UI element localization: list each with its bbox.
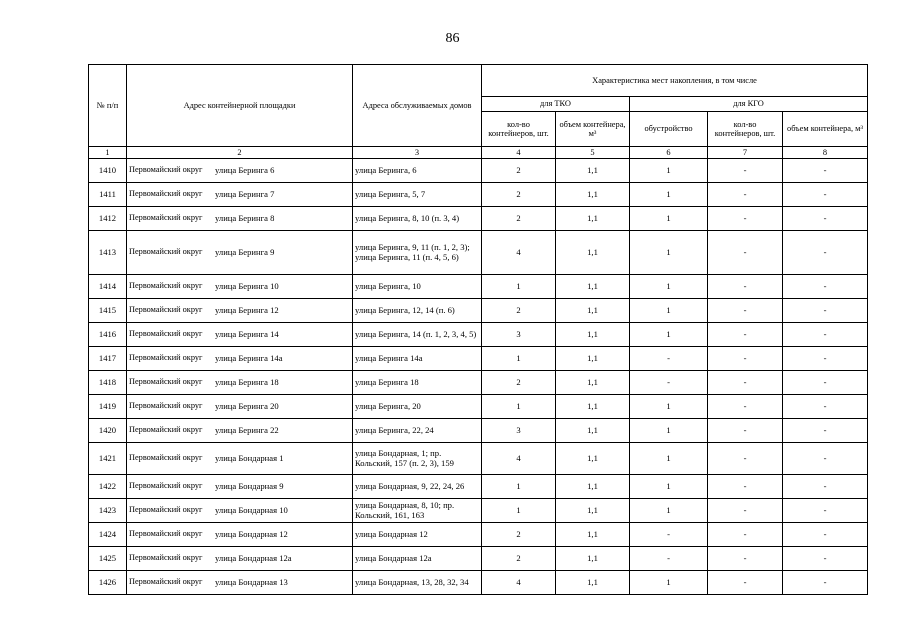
kgo-container-volume: - (783, 299, 868, 323)
street-name: улица Беринга 12 (215, 304, 279, 315)
header-index: 2 (127, 147, 353, 159)
tko-container-volume: 1,1 (556, 231, 630, 275)
tko-container-count: 4 (482, 443, 556, 475)
kgo-container-count: - (708, 347, 783, 371)
street-name: улица Бондарная 1 (215, 452, 284, 463)
tko-container-count: 3 (482, 323, 556, 347)
kgo-container-volume: - (783, 547, 868, 571)
served-addresses: улица Беринга 14а (353, 347, 482, 371)
tko-container-count: 2 (482, 547, 556, 571)
site-address (127, 571, 353, 595)
district-name: Первомайский округ (129, 577, 203, 587)
district-name: Первомайский округ (129, 553, 203, 563)
kgo-container-count: - (708, 395, 783, 419)
row-number: 1422 (89, 475, 127, 499)
row-number: 1418 (89, 371, 127, 395)
kgo-container-count: - (708, 419, 783, 443)
row-number: 1425 (89, 547, 127, 571)
kgo-container-volume: - (783, 347, 868, 371)
tko-container-count: 3 (482, 419, 556, 443)
kgo-container-count: - (708, 475, 783, 499)
kgo-arrangement: 1 (630, 299, 708, 323)
kgo-container-volume: - (783, 323, 868, 347)
tko-container-volume: 1,1 (556, 371, 630, 395)
served-addresses: улица Беринга, 22, 24 (353, 419, 482, 443)
tko-container-count: 2 (482, 523, 556, 547)
header-kgo-count: кол-во контейнеров, шт. (708, 112, 783, 147)
table-row (89, 523, 868, 547)
site-address (127, 323, 353, 347)
header-col-served: Адреса обслуживаемых домов (353, 65, 482, 147)
kgo-arrangement: 1 (630, 183, 708, 207)
street-name: улица Бондарная 12 (215, 528, 288, 539)
district-name: Первомайский округ (129, 505, 203, 515)
street-name: улица Беринга 14 (215, 328, 279, 339)
tko-container-volume: 1,1 (556, 547, 630, 571)
row-number: 1426 (89, 571, 127, 595)
kgo-container-count: - (708, 443, 783, 475)
kgo-arrangement: - (630, 523, 708, 547)
table-row (89, 443, 868, 475)
tko-container-volume: 1,1 (556, 395, 630, 419)
site-address (127, 183, 353, 207)
header-kgo-arrangement: обустройство (630, 112, 708, 147)
table-row (89, 571, 868, 595)
district-name: Первомайский округ (129, 165, 203, 175)
district-name: Первомайский округ (129, 401, 203, 411)
row-number: 1410 (89, 159, 127, 183)
kgo-arrangement: 1 (630, 475, 708, 499)
tko-container-count: 2 (482, 159, 556, 183)
kgo-container-count: - (708, 299, 783, 323)
table-row (89, 419, 868, 443)
served-addresses: улица Беринга 18 (353, 371, 482, 395)
kgo-arrangement: 1 (630, 395, 708, 419)
table-row (89, 347, 868, 371)
tko-container-count: 2 (482, 299, 556, 323)
district-name: Первомайский округ (129, 425, 203, 435)
row-number: 1413 (89, 231, 127, 275)
site-address (127, 547, 353, 571)
tko-container-volume: 1,1 (556, 323, 630, 347)
table-row (89, 395, 868, 419)
street-name: улица Беринга 8 (215, 212, 275, 223)
street-name: улица Беринга 9 (215, 246, 275, 257)
header-tko: для ТКО (482, 97, 630, 112)
served-addresses: улица Бондарная 12 (353, 523, 482, 547)
kgo-container-volume: - (783, 371, 868, 395)
kgo-container-count: - (708, 183, 783, 207)
street-name: улица Беринга 18 (215, 376, 279, 387)
served-addresses: улица Беринга, 14 (п. 1, 2, 3, 4, 5) (353, 323, 482, 347)
district-name: Первомайский округ (129, 529, 203, 539)
site-address (127, 395, 353, 419)
site-address (127, 275, 353, 299)
row-number: 1411 (89, 183, 127, 207)
site-address (127, 371, 353, 395)
kgo-container-volume: - (783, 231, 868, 275)
district-name: Первомайский округ (129, 329, 203, 339)
table-row (89, 371, 868, 395)
served-addresses: улица Беринга, 12, 14 (п. 6) (353, 299, 482, 323)
tko-container-volume: 1,1 (556, 523, 630, 547)
tko-container-count: 4 (482, 231, 556, 275)
row-number: 1417 (89, 347, 127, 371)
district-name: Первомайский округ (129, 189, 203, 199)
header-index: 8 (783, 147, 868, 159)
tko-container-volume: 1,1 (556, 571, 630, 595)
header-col-number: № п/п (89, 65, 127, 147)
site-address (127, 231, 353, 275)
kgo-container-volume: - (783, 523, 868, 547)
tko-container-volume: 1,1 (556, 183, 630, 207)
tko-container-count: 1 (482, 347, 556, 371)
street-name: улица Беринга 20 (215, 400, 279, 411)
tko-container-count: 4 (482, 571, 556, 595)
tko-container-volume: 1,1 (556, 347, 630, 371)
tko-container-count: 1 (482, 275, 556, 299)
kgo-arrangement: 1 (630, 499, 708, 523)
kgo-container-count: - (708, 323, 783, 347)
street-name: улица Бондарная 13 (215, 576, 288, 587)
table-row (89, 207, 868, 231)
row-number: 1412 (89, 207, 127, 231)
site-address (127, 523, 353, 547)
tko-container-volume: 1,1 (556, 419, 630, 443)
district-name: Первомайский округ (129, 481, 203, 491)
kgo-arrangement: 1 (630, 419, 708, 443)
street-name: улица Беринга 7 (215, 188, 275, 199)
row-number: 1414 (89, 275, 127, 299)
table-row (89, 299, 868, 323)
row-number: 1416 (89, 323, 127, 347)
kgo-container-volume: - (783, 475, 868, 499)
site-address (127, 207, 353, 231)
tko-container-volume: 1,1 (556, 159, 630, 183)
table-row (89, 323, 868, 347)
kgo-container-volume: - (783, 159, 868, 183)
header-kgo-volume: объем контейнера, м³ (783, 112, 868, 147)
header-index: 3 (353, 147, 482, 159)
row-number: 1419 (89, 395, 127, 419)
row-number: 1415 (89, 299, 127, 323)
kgo-container-count: - (708, 547, 783, 571)
tko-container-volume: 1,1 (556, 299, 630, 323)
kgo-arrangement: 1 (630, 323, 708, 347)
served-addresses: улица Беринга, 8, 10 (п. 3, 4) (353, 207, 482, 231)
tko-container-volume: 1,1 (556, 443, 630, 475)
header-col-site: Адрес контейнерной площадки (127, 65, 353, 147)
kgo-container-count: - (708, 371, 783, 395)
kgo-arrangement: 1 (630, 231, 708, 275)
site-address (127, 499, 353, 523)
district-name: Первомайский округ (129, 377, 203, 387)
site-address (127, 475, 353, 499)
kgo-container-volume: - (783, 499, 868, 523)
header-tko-volume: объем контейнера, м³ (556, 112, 630, 147)
tko-container-volume: 1,1 (556, 207, 630, 231)
district-name: Первомайский округ (129, 353, 203, 363)
kgo-arrangement: 1 (630, 275, 708, 299)
header-index: 6 (630, 147, 708, 159)
tko-container-count: 1 (482, 499, 556, 523)
kgo-container-count: - (708, 523, 783, 547)
page-number: 86 (445, 31, 460, 46)
served-addresses: улица Беринга, 10 (353, 275, 482, 299)
kgo-container-count: - (708, 159, 783, 183)
tko-container-count: 2 (482, 207, 556, 231)
street-name: улица Беринга 10 (215, 280, 279, 291)
served-addresses: улица Бондарная, 1; пр. Кольский, 157 (п. 2, 3), 159 (353, 443, 482, 475)
header-tko-count: кол-во контейнеров, шт. (482, 112, 556, 147)
row-number: 1420 (89, 419, 127, 443)
kgo-container-volume: - (783, 571, 868, 595)
kgo-arrangement: 1 (630, 159, 708, 183)
header-index: 1 (89, 147, 127, 159)
header-index: 7 (708, 147, 783, 159)
table-row (89, 159, 868, 183)
kgo-arrangement: - (630, 347, 708, 371)
kgo-arrangement: - (630, 371, 708, 395)
kgo-arrangement: 1 (630, 207, 708, 231)
header-index: 4 (482, 147, 556, 159)
street-name: улица Беринга 22 (215, 424, 279, 435)
site-address (127, 443, 353, 475)
district-name: Первомайский округ (129, 281, 203, 291)
tko-container-count: 1 (482, 475, 556, 499)
tko-container-count: 1 (482, 395, 556, 419)
kgo-container-count: - (708, 207, 783, 231)
table-row (89, 275, 868, 299)
table-row (89, 475, 868, 499)
tko-container-count: 2 (482, 371, 556, 395)
kgo-container-count: - (708, 571, 783, 595)
served-addresses: улица Беринга, 9, 11 (п. 1, 2, 3); улица Беринга, 11 (п. 4, 5, 6) (353, 231, 482, 275)
site-address (127, 159, 353, 183)
kgo-container-volume: - (783, 395, 868, 419)
table-row (89, 183, 868, 207)
kgo-arrangement: - (630, 547, 708, 571)
container-sites-table (88, 64, 868, 595)
kgo-arrangement: 1 (630, 571, 708, 595)
district-name: Первомайский округ (129, 213, 203, 223)
site-address (127, 419, 353, 443)
served-addresses: улица Бондарная, 13, 28, 32, 34 (353, 571, 482, 595)
kgo-container-volume: - (783, 275, 868, 299)
header-kgo: для КГО (630, 97, 868, 112)
served-addresses: улица Бондарная, 8, 10; пр. Кольский, 161, 163 (353, 499, 482, 523)
served-addresses: улица Бондарная, 9, 22, 24, 26 (353, 475, 482, 499)
row-number: 1423 (89, 499, 127, 523)
street-name: улица Беринга 6 (215, 164, 275, 175)
district-name: Первомайский округ (129, 453, 203, 463)
kgo-arrangement: 1 (630, 443, 708, 475)
tko-container-count: 2 (482, 183, 556, 207)
table-row (89, 547, 868, 571)
header-group-title: Характеристика мест накопления, в том числе (482, 65, 868, 97)
kgo-container-volume: - (783, 419, 868, 443)
served-addresses: улица Бондарная 12а (353, 547, 482, 571)
site-address (127, 347, 353, 371)
district-name: Первомайский округ (129, 305, 203, 315)
row-number: 1424 (89, 523, 127, 547)
kgo-container-count: - (708, 231, 783, 275)
kgo-container-count: - (708, 275, 783, 299)
kgo-container-volume: - (783, 183, 868, 207)
street-name: улица Бондарная 10 (215, 504, 288, 515)
site-address (127, 299, 353, 323)
served-addresses: улица Беринга, 6 (353, 159, 482, 183)
kgo-container-volume: - (783, 207, 868, 231)
tko-container-volume: 1,1 (556, 275, 630, 299)
served-addresses: улица Беринга, 5, 7 (353, 183, 482, 207)
kgo-container-count: - (708, 499, 783, 523)
street-name: улица Беринга 14а (215, 352, 283, 363)
header-index: 5 (556, 147, 630, 159)
street-name: улица Бондарная 12а (215, 552, 292, 563)
district-name: Первомайский округ (129, 247, 203, 257)
tko-container-volume: 1,1 (556, 475, 630, 499)
row-number: 1421 (89, 443, 127, 475)
tko-container-volume: 1,1 (556, 499, 630, 523)
street-name: улица Бондарная 9 (215, 480, 284, 491)
table-row (89, 231, 868, 275)
table-row (89, 499, 868, 523)
kgo-container-volume: - (783, 443, 868, 475)
served-addresses: улица Беринга, 20 (353, 395, 482, 419)
